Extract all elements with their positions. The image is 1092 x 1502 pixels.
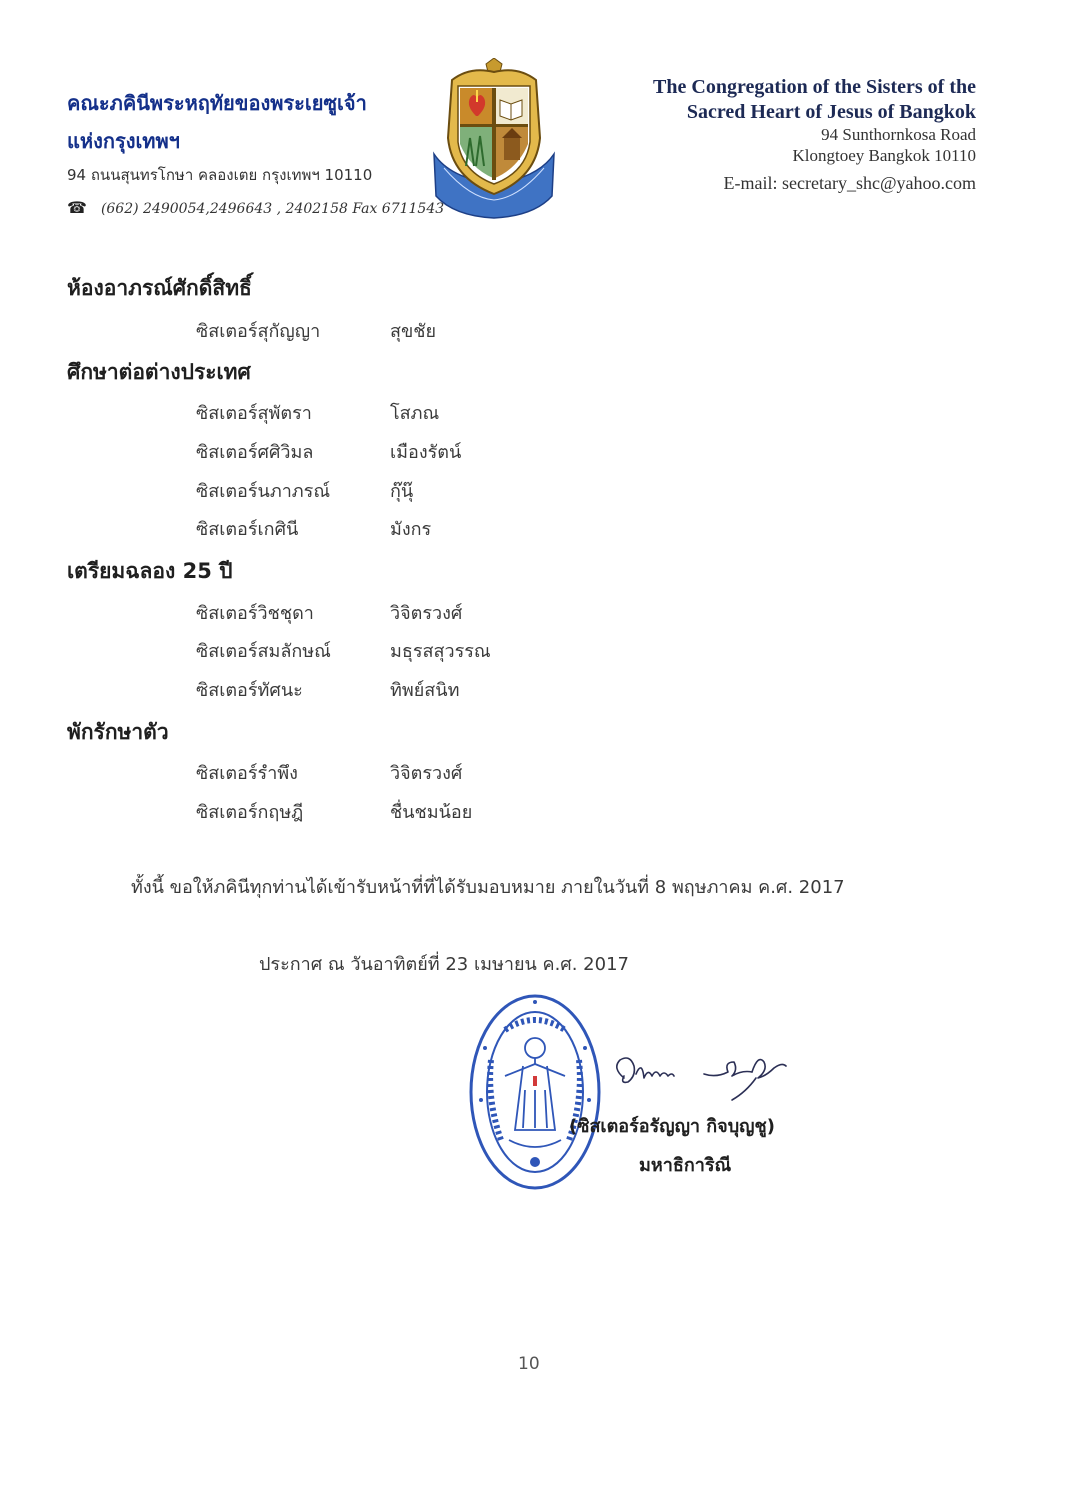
org-name-english-line1: The Congregation of the Sisters of the (653, 76, 976, 98)
section-title: ศึกษาต่อต่างประเทศ (67, 360, 251, 384)
member-first-name: ซิสเตอร์กฤษฎี (196, 802, 304, 823)
org-name-english-line2: Sacred Heart of Jesus of Bangkok (686, 101, 976, 123)
section-title: เตรียมฉลอง 25 ปี (67, 559, 233, 583)
member-last-name: โสภณ (390, 403, 440, 424)
member-last-name: วิจิตรวงศ์ (390, 763, 463, 784)
member-last-name: มังกร (390, 519, 432, 540)
member-first-name: ซิสเตอร์วิชชุดา (196, 603, 314, 624)
org-address-thai: 94 ถนนสุนทรโกษา คลองเตย กรุงเทพฯ 10110 (67, 166, 373, 184)
signatory-name: (ซิสเตอร์อรัญญา กิจบุญชู) (569, 1116, 775, 1137)
member-last-name: มธุรสสุวรรณ (390, 641, 491, 662)
section-title: พักรักษาตัว (67, 720, 169, 744)
announcement-date: ประกาศ ณ วันอาทิตย์ที่ 23 เมษายน ค.ศ. 2017 (259, 954, 629, 975)
member-first-name: ซิสเตอร์สุกัญญา (196, 321, 321, 342)
assignment-notice: ทั้งนี้ ขอให้ภคินีทุกท่านได้เข้ารับหน้าที่ที่ได้รับมอบหมาย ภายในวันที่ 8 พฤษภาคม ค.ศ. 2017 (131, 877, 845, 898)
member-last-name: เมืองรัตน์ (390, 442, 462, 463)
member-first-name: ซิสเตอร์นภาภรณ์ (196, 481, 331, 502)
telephone-icon: ☎ (67, 198, 87, 217)
congregation-crest-logo (430, 58, 558, 222)
member-last-name: ชื่นชมน้อย (390, 802, 473, 823)
org-name-thai-line2: แห่งกรุงเทพฯ (67, 129, 180, 153)
member-last-name: สุขชัย (390, 321, 437, 342)
member-first-name: ซิสเตอร์ทัศนะ (196, 680, 303, 701)
official-seal-stamp (465, 990, 605, 1195)
page-number: 10 (518, 1354, 540, 1374)
org-name-thai-line1: คณะภคินีพระหฤทัยของพระเยซูเจ้า (67, 91, 367, 115)
org-address-english-line1: 94 Sunthornkosa Road (821, 125, 976, 144)
member-last-name: วิจิตรวงศ์ (390, 603, 463, 624)
signatory-title: มหาธิการิณี (639, 1155, 732, 1176)
member-first-name: ซิสเตอร์รำพึง (196, 763, 298, 784)
member-first-name: ซิสเตอร์ศศิวิมล (196, 442, 314, 463)
member-last-name: กุ๊นุ๊ (390, 481, 414, 502)
org-address-english-line2: Klongtoey Bangkok 10110 (792, 146, 976, 165)
org-email: E-mail: secretary_shc@yahoo.com (723, 173, 976, 193)
member-first-name: ซิสเตอร์สุพัตรา (196, 403, 312, 424)
member-first-name: ซิสเตอร์เกศินี (196, 519, 299, 540)
section-title: ห้องอาภรณ์ศักดิ์สิทธิ์ (67, 276, 252, 300)
handwritten-signature (606, 1048, 796, 1108)
org-phone-numbers: (662) 2490054,2496643 , 2402158 Fax 6711543 (100, 201, 445, 217)
member-first-name: ซิสเตอร์สมลักษณ์ (196, 641, 331, 662)
member-last-name: ทิพย์สนิท (390, 680, 460, 701)
org-phone-line (67, 198, 444, 217)
